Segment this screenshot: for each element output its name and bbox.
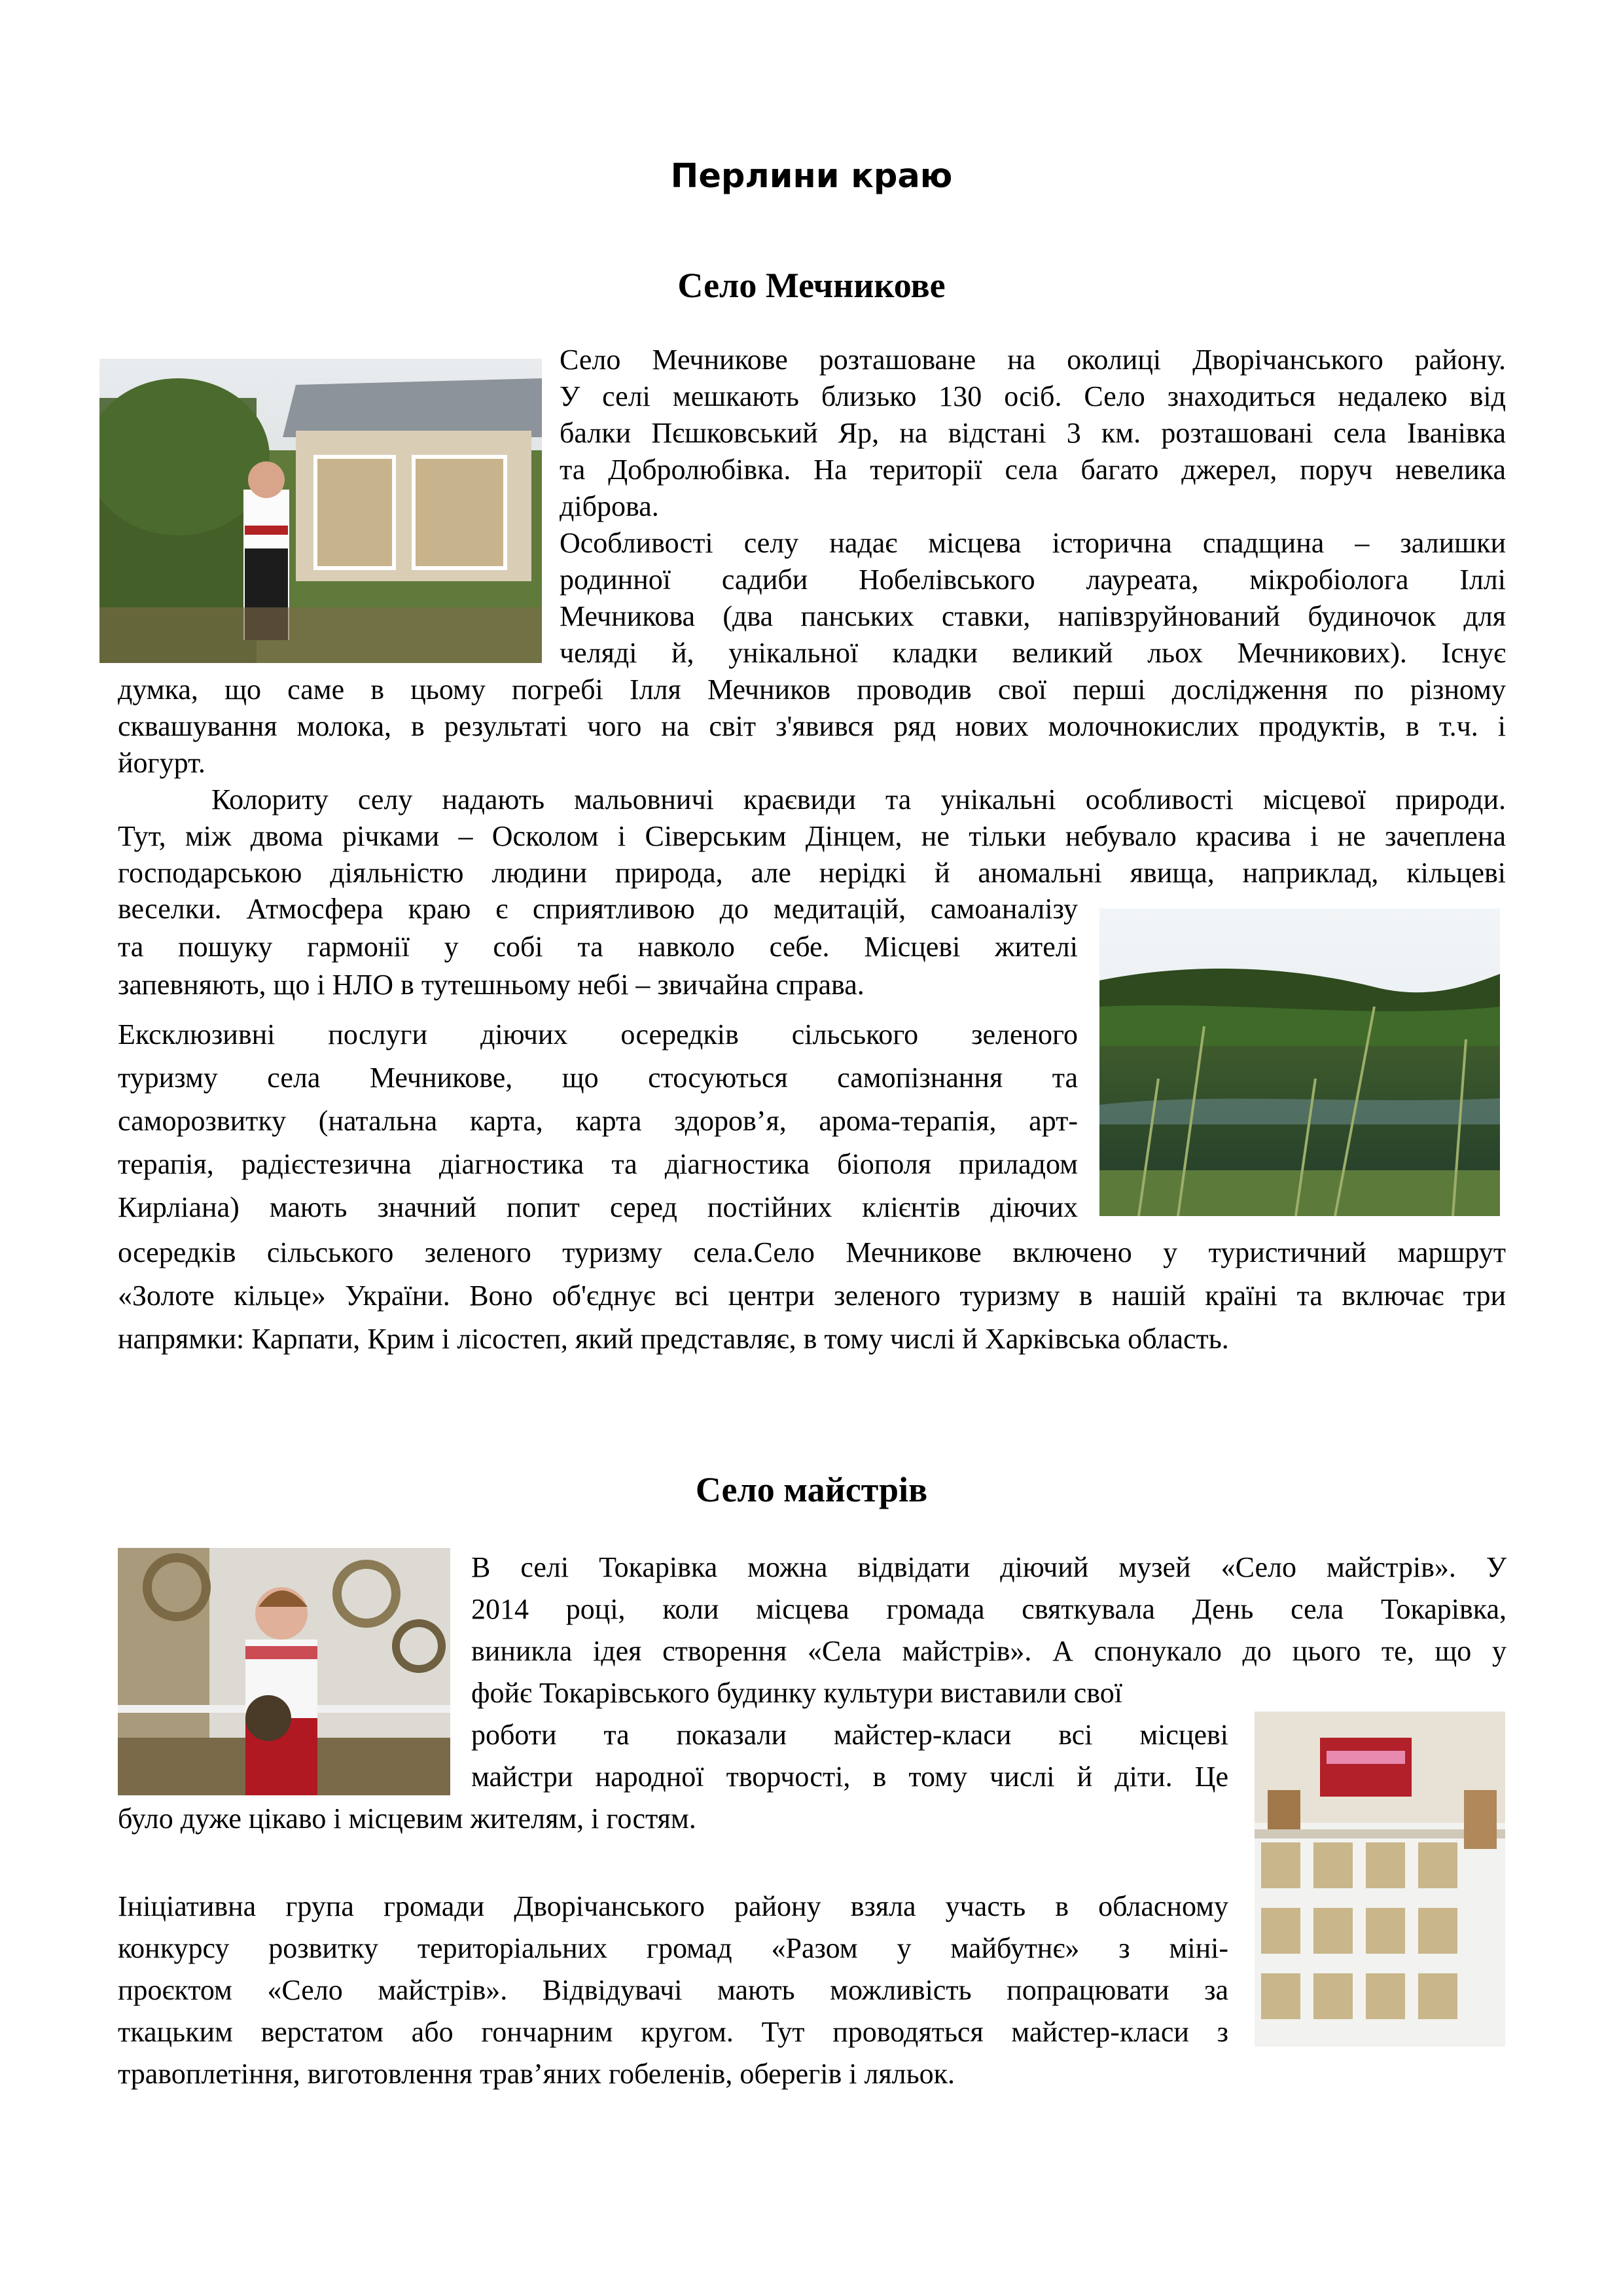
text-line: челяді й, унікальної кладки великий льох Мечникових). Існує — [560, 637, 1506, 669]
paragraph-masters-foyer — [471, 1672, 1228, 1798]
page-title: Перлини краю — [670, 157, 953, 196]
text-line: травоплетіння, виготовлення трав’яних гобеленів, оберегів і ляльок. — [118, 2058, 955, 2090]
paragraph-masters-visitors — [118, 1798, 1228, 1840]
paragraph-masters-project — [118, 1886, 1228, 2095]
paragraph-mechnykove-services — [118, 1013, 1078, 1229]
text-line: осередків сільського зеленого туризму села.Село Мечникове включено у туристичний маршрут — [118, 1236, 1506, 1268]
paragraph-mechnykove-history — [118, 672, 1506, 891]
text-line: туризму села Мечникове, що стосуються самопізнання та — [118, 1062, 1078, 1094]
paragraph-masters-intro — [471, 1547, 1507, 1672]
text-line: напрямки: Карпати, Крим і лісостеп, який представляє, в тому числі й Харківська область. — [118, 1323, 1229, 1355]
text-line: Село Мечникове розташоване на околиці Дворічанського району. — [560, 344, 1506, 376]
text-line: Кирліана) мають значний попит серед постійних клієнтів діючих — [118, 1191, 1078, 1223]
text-line: господарською діяльністю людини природа, але нерідкі й аномальні явища, наприклад, кільцеві — [118, 857, 1506, 889]
text-line: фойє Токарівського будинку культури виставили свої — [471, 1677, 1122, 1709]
paragraph-mechnykove-route — [118, 1231, 1506, 1361]
paragraph-mechnykove-nature — [118, 890, 1078, 1004]
text-line: У селі мешкають близько 130 осіб. Село знаходиться недалеко від — [560, 380, 1506, 412]
text-line: Ексклюзивні послуги діючих осередків сільського зеленого — [118, 1018, 1078, 1050]
photo-girl-with-crafts — [118, 1548, 450, 1795]
text-line: діброва. — [560, 490, 659, 522]
text-line: сквашування молока, в результаті чого на світ з'явився ряд нових молочнокислих продуктів, в т.ч. і — [118, 710, 1506, 742]
text-line: роботи та показали майстер-класи всі місцеві — [471, 1719, 1228, 1751]
text-line: «Золоте кільце» України. Воно об'єднує всі центри зеленого туризму в нашій країні та включає три — [118, 1280, 1506, 1312]
text-line: та пошуку гармонії у собі та навколо себе. Місцеві жителі — [118, 931, 1078, 963]
text-line: конкурсу розвитку територіальних громад «Разом у майбутнє» з міні- — [118, 1932, 1228, 1964]
text-line: Особливості селу надає місцева історична спадщина – залишки — [560, 527, 1506, 559]
text-line: проєктом «Село майстрів». Відвідувачі мають можливість попрацювати за — [118, 1974, 1228, 2006]
text-line: балки Пєшковський Яр, на відстані 3 км. розташовані села Іванівка — [560, 417, 1506, 449]
text-line: веселки. Атмосфера краю є сприятливою до медитацій, самоаналізу — [118, 893, 1078, 925]
text-line: запевняють, що і НЛО в тутешньому небі – звичайна справа. — [118, 969, 865, 1001]
text-line: В селі Токарівка можна відвідати діючий музей «Село майстрів». У — [471, 1551, 1507, 1583]
text-line: Тут, між двома річками – Осколом і Сіверським Дінцем, не тільки небувало красива і не зачеплена — [118, 820, 1506, 852]
photo-lake-landscape — [1099, 908, 1500, 1216]
photo-pottery-shelves — [1255, 1712, 1505, 2047]
text-line: саморозвитку (натальна карта, карта здоров’я, арома-терапія, арт- — [118, 1105, 1078, 1137]
text-line: майстри народної творчості, в тому числі й діти. Це — [471, 1761, 1228, 1793]
text-line: родинної садиби Нобелівського лауреата, мікробіолога Іллі — [560, 564, 1506, 596]
text-line: та Добролюбівка. На території села багато джерел, поруч невелика — [560, 454, 1506, 486]
paragraph-mechnykove-intro — [560, 342, 1506, 672]
photo-woman-by-house — [99, 359, 542, 663]
text-line: думка, що саме в цьому погребі Ілля Мечников проводив свої перші дослідження по різному — [118, 673, 1506, 706]
section-heading-mechnykove: Село Мечникове — [677, 266, 946, 305]
text-line: було дуже цікаво і місцевим жителям, і гостям. — [118, 1803, 696, 1835]
text-line: Ініціативна група громади Дворічанського району взяла участь в обласному — [118, 1890, 1228, 1922]
text-line: виникла ідея створення «Села майстрів». А спонукало до цього те, що у — [471, 1635, 1507, 1667]
text-line: ткацьким верстатом або гончарним кругом. Тут проводяться майстер-класи з — [118, 2016, 1228, 2048]
text-line: Мечникова (два панських ставки, напівзруйнований будиночок для — [560, 600, 1506, 632]
section-heading-masters-village: Село майстрів — [695, 1470, 928, 1509]
text-line: йогурт. — [118, 747, 205, 779]
text-line: терапія, радієстезична діагностика та діагностика біополя приладом — [118, 1148, 1078, 1180]
text-line: 2014 році, коли місцева громада святкувала День села Токарівка, — [471, 1593, 1507, 1625]
text-line: Колориту селу надають мальовничі краєвиди та унікальні особливості місцевої природи. — [211, 783, 1506, 816]
